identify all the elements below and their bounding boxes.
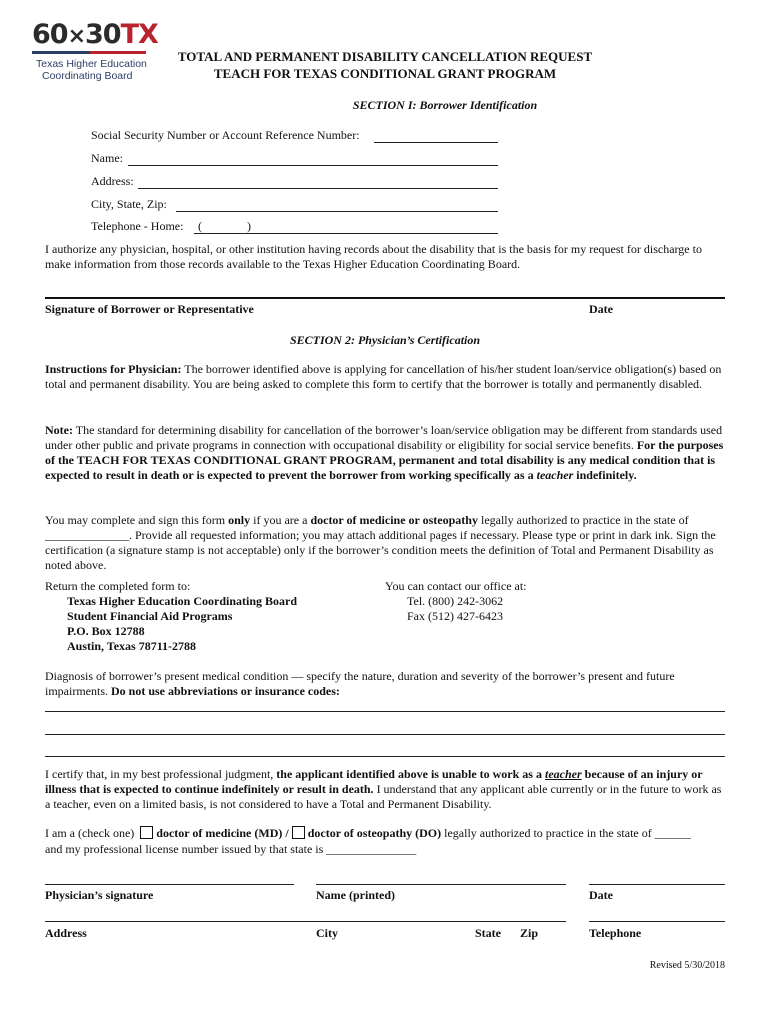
check-slash: /: [282, 826, 292, 840]
may-text-2: if you are a: [250, 513, 311, 527]
certify-text-1: I certify that, in my best professional judgment,: [45, 767, 277, 781]
printed-name-line[interactable]: [316, 884, 566, 885]
certify-bold-2: because of an injury or illness that is expected to continue indefinitely or result in death.: [45, 767, 703, 796]
return-block: [45, 579, 375, 654]
instructions-text: The borrower identified above is applying for cancellation of his/her student loan/service obligation(s) based on total and permanent disability. You are being asked to complete this form to certify that the borrower is totally and permanently disabled.: [45, 362, 722, 391]
license-text: and my professional license number issued by that state is _______________: [45, 842, 417, 856]
check-suffix: legally authorized to practice in the state of ______: [441, 826, 691, 840]
logo-line1: Texas Higher Education: [36, 58, 147, 70]
note-text: The standard for determining disability for cancellation of the borrower’s loan/service obligation may be different from standards used under other public and private programs in connection with occupational disability or eligibility for social service benefits.: [45, 423, 723, 452]
certify-text-2: I understand that any applicant able currently or in the future to work as a teacher, even on a limited basis, is not considered to have a Total and Permanent Disability.: [45, 782, 722, 811]
contact-block: [385, 579, 685, 624]
return-line-4: Austin, Texas 78711-2788: [67, 639, 197, 653]
borrower-date-label: Date: [589, 302, 613, 316]
physician-date-line[interactable]: [589, 884, 725, 885]
city-state-zip-field[interactable]: [176, 211, 498, 212]
instructions-label: Instructions for Physician:: [45, 362, 182, 376]
revised-date: Revised 5/30/2018: [649, 960, 725, 971]
check-line: [45, 826, 735, 841]
city-label: City, State, Zip:: [91, 197, 167, 211]
phone-field[interactable]: [194, 233, 498, 234]
return-line-3: P.O. Box 12788: [67, 624, 145, 638]
borrower-signature-label: Signature of Borrower or Representative: [45, 302, 254, 316]
title-line2: TEACH FOR TEXAS CONDITIONAL GRANT PROGRAM: [213, 66, 557, 81]
md-checkbox[interactable]: [140, 826, 153, 839]
return-line-1: Texas Higher Education Coordinating Board: [67, 594, 298, 608]
may-text-1: You may complete and sign this form: [45, 513, 229, 527]
logo-mark: 60×30TX: [32, 19, 158, 50]
certify-bold-1: the applicant identified above is unable to work as a: [276, 767, 545, 781]
note-indefinitely: indefinitely.: [573, 468, 637, 482]
note-definition: For the purposes of the TEACH FOR TEXAS CONDITIONAL GRANT PROGRAM, permanent and total disability is any medical condition that is expected to result in death or is expected to prevent the borrower from working specifically as a: [45, 438, 724, 482]
diagnosis-text: Diagnosis of borrower’s present medical condition — specify the nature, duration and severity of the borrower’s present and future impairments.: [45, 669, 675, 698]
contact-fax: Fax (512) 427-6423: [407, 609, 503, 623]
return-line-2: Student Financial Aid Programs: [67, 609, 233, 623]
physician-signature-label: Physician’s signature: [45, 888, 154, 902]
diagnosis-line-1[interactable]: [45, 711, 725, 712]
printed-name-label: Name (printed): [316, 888, 395, 902]
physician-signature-line[interactable]: [45, 884, 294, 885]
section1-heading: SECTION I: Borrower Identification: [352, 98, 538, 112]
physician-date-label: Date: [589, 888, 613, 902]
do-checkbox[interactable]: [292, 826, 305, 839]
telephone-line[interactable]: [589, 921, 725, 922]
city-label-2: City: [316, 926, 338, 940]
ssn-label: Social Security Number or Account Reference Number:: [91, 128, 360, 142]
check-prefix: I am a (check one): [45, 826, 135, 840]
md-label: doctor of medicine (MD): [156, 826, 283, 840]
return-label: Return the completed form to:: [45, 579, 191, 593]
note-label: Note:: [45, 423, 73, 437]
certify-paragraph: [45, 767, 725, 812]
diagnosis-line-2[interactable]: [45, 734, 725, 735]
instructions-paragraph: [45, 362, 725, 392]
zip-label: Zip: [520, 926, 539, 940]
address-line[interactable]: [45, 921, 566, 922]
state-label: State: [475, 926, 501, 940]
may-doctor: doctor of medicine or osteopathy: [310, 513, 478, 527]
note-teacher: teacher: [536, 468, 574, 482]
logo-line2: Coordinating Board: [42, 70, 133, 82]
do-label: doctor of osteopathy (DO): [307, 826, 442, 840]
contact-tel: Tel. (800) 242-3062: [407, 594, 504, 608]
phone-paren-close: ): [247, 219, 251, 233]
may-only: only: [228, 513, 251, 527]
diagnosis-bold: Do not use abbreviations or insurance codes:: [111, 684, 340, 698]
ssn-field[interactable]: [374, 142, 498, 143]
page-title: [0, 48, 770, 82]
certify-teacher: teacher: [544, 767, 582, 781]
address-field[interactable]: [138, 188, 498, 189]
name-field[interactable]: [128, 165, 498, 166]
address-label-2: Address: [45, 926, 87, 940]
authorize-text: I authorize any physician, hospital, or other institution having records about the disability that is the basis for my request for discharge to make information from those records available to the Texas Higher Education Coordinating Board.: [45, 242, 702, 271]
note-paragraph: [45, 423, 725, 483]
borrower-signature-line[interactable]: [45, 297, 725, 299]
phone-paren-open: (: [198, 219, 202, 233]
contact-label: You can contact our office at:: [385, 579, 527, 593]
eligibility-paragraph: [45, 513, 725, 573]
diagnosis-line-3[interactable]: [45, 756, 725, 757]
address-label: Address:: [91, 174, 134, 188]
name-label: Name:: [91, 151, 123, 165]
telephone-label: Telephone: [589, 926, 642, 940]
section2-heading: SECTION 2: Physician’s Certification: [289, 333, 481, 347]
may-text-3: legally authorized to practice in the state of ______________. Provide all requested information; you may attach additional pages if necessary. Please type or print in dark ink. Sign the certification (a signature stamp is not acceptable) only if the borrower’s condition meets the definition of Total and Permanent Disability as noted above.: [45, 513, 716, 572]
title-line1: TOTAL AND PERMANENT DISABILITY CANCELLATION REQUEST: [177, 49, 593, 64]
phone-label: Telephone - Home:: [91, 219, 184, 233]
diagnosis-paragraph: [45, 669, 725, 699]
